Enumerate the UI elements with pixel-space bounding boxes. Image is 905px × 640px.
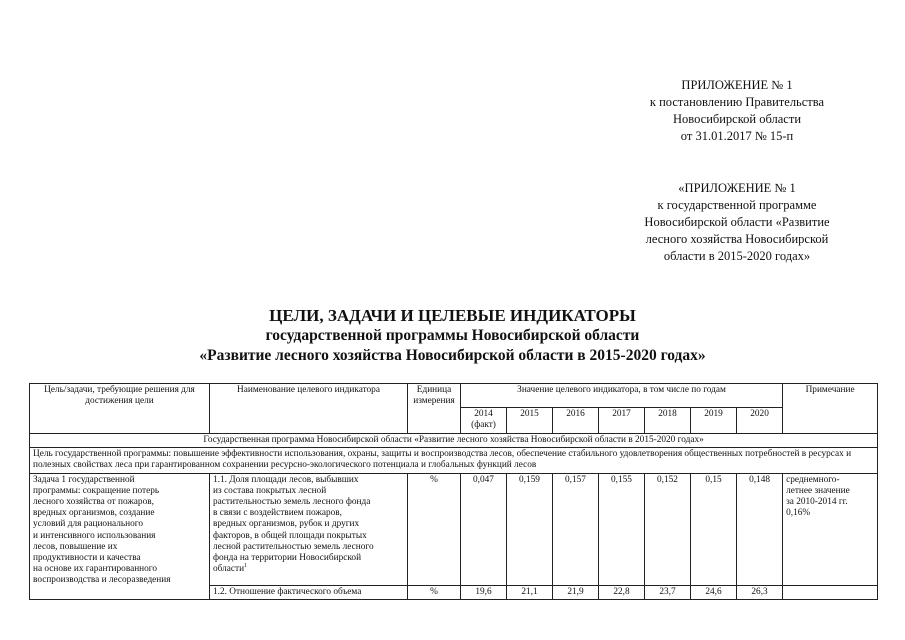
year-header: 2017: [599, 408, 645, 434]
appendix-program-header: [592, 180, 882, 265]
indicator-line: растительностью земель лесного фонда: [213, 497, 371, 508]
appendix-program-line: «ПРИЛОЖЕНИЕ № 1: [678, 181, 796, 195]
value-cell: 0,155: [599, 473, 645, 585]
value-cell: 26,3: [737, 585, 783, 599]
header-unit: Единица измерения: [408, 384, 461, 434]
indicator-1-cell: [210, 473, 408, 585]
indicator-line: факторов, в общей площади покрытых: [213, 530, 367, 541]
unit-cell: %: [408, 473, 461, 585]
indicator-line: фонда на территории Новосибирской: [213, 553, 362, 564]
indicator-line: из состава покрытых лесной: [213, 485, 327, 496]
value-cell: 0,159: [507, 473, 553, 585]
indicator-line: лесной растительностью земель лесного: [213, 541, 374, 552]
task-line: условий для рационального: [33, 519, 143, 530]
appendix-1-line: к постановлению Правительства: [649, 95, 825, 109]
task-line: продуктивности и качества: [33, 553, 141, 564]
unit-cell: %: [408, 585, 461, 599]
value-cell: 0,157: [553, 473, 599, 585]
appendix-program-line: Новосибирской области «Развитие: [644, 215, 830, 229]
appendix-1-header: [592, 77, 882, 145]
value-cell: 22,8: [599, 585, 645, 599]
indicator-line-end: области: [213, 564, 245, 575]
appendix-1-line: Новосибирской области: [672, 112, 802, 126]
header-goal: Цель/задачи, требующие решения для достижения цели: [30, 384, 210, 434]
value-cell: 21,9: [553, 585, 599, 599]
task-line: вредных организмов, создание: [33, 508, 155, 519]
year-header: 2018: [645, 408, 691, 434]
header-note: Примечание: [783, 384, 878, 434]
task-line: лесного хозяйства от пожаров,: [33, 497, 154, 508]
note-line: 0,16%: [786, 508, 811, 519]
appendix-1-line: ПРИЛОЖЕНИЕ № 1: [681, 78, 793, 92]
year-header: 2020: [737, 408, 783, 434]
indicator-line: [213, 564, 404, 575]
program-row: Государственная программа Новосибирской области «Развитие лесного хозяйства Новосибирской области в 2015-2020 годах»: [30, 434, 878, 448]
value-cell: 0,15: [691, 473, 737, 585]
document-title: [0, 306, 905, 366]
task-line: на основе их гарантированного: [33, 564, 158, 575]
appendix-program-line: области в 2015-2020 годах»: [663, 249, 811, 263]
note-cell: [783, 585, 878, 599]
year-header: 2019: [691, 408, 737, 434]
appendix-program-line: лесного хозяйства Новосибирской: [645, 232, 829, 246]
year-header: 2014 (факт): [461, 408, 507, 434]
value-cell: 0,047: [461, 473, 507, 585]
task-line: лесов, повышение их: [33, 541, 118, 552]
note-line: среднемного-: [786, 474, 840, 485]
goal-row: Цель государственной программы: повышение эффективности использования, охраны, защиты и воспроизводства лесов, обеспечение стабильного удовлетворения общественных потребностей в ресурсах и полезных свойствах леса при гарантированном сохранении ресурсно-экологического потенциала и глобальных функций лесов: [30, 448, 878, 473]
title-line-2: государственной программы Новосибирской области: [265, 327, 640, 344]
footnote-marker: 1: [244, 563, 248, 570]
value-cell: 0,148: [737, 473, 783, 585]
appendix-program-line: к государственной программе: [657, 198, 817, 212]
indicators-table: [29, 383, 878, 600]
task-line: воспроизводства и лесоразведения: [33, 575, 171, 586]
note-cell: [783, 473, 878, 585]
task-line: программы: сокращение потерь: [33, 485, 160, 496]
year-header: 2016: [553, 408, 599, 434]
task-line: и интенсивного использования: [33, 530, 156, 541]
value-cell: 21,1: [507, 585, 553, 599]
header-indicator: Наименование целевого индикатора: [210, 384, 408, 434]
task-line: Задача 1 государственной: [33, 474, 135, 485]
value-cell: 0,152: [645, 473, 691, 585]
indicator-line: вредных организмов, рубок и других: [213, 519, 360, 530]
year-header: 2015: [507, 408, 553, 434]
value-cell: 19,6: [461, 585, 507, 599]
appendix-1-line: от 31.01.2017 № 15-п: [680, 129, 794, 143]
indicator-2-cell: 1.2. Отношение фактического объема: [210, 585, 408, 599]
note-line: за 2010-2014 гг.: [786, 497, 848, 508]
title-line-1: ЦЕЛИ, ЗАДАЧИ И ЦЕЛЕВЫЕ ИНДИКАТОРЫ: [269, 306, 636, 325]
task-1-cell: [30, 473, 210, 599]
note-line: летнее значение: [786, 485, 850, 496]
title-line-3: «Развитие лесного хозяйства Новосибирской области в 2015-2020 годах»: [199, 347, 706, 364]
value-cell: 24,6: [691, 585, 737, 599]
indicator-line: в связи с воздействием пожаров,: [213, 508, 342, 519]
value-cell: 23,7: [645, 585, 691, 599]
header-value: Значение целевого индикатора, в том числе по годам: [461, 384, 783, 408]
indicator-line: 1.1. Доля площади лесов, выбывших: [213, 474, 359, 485]
